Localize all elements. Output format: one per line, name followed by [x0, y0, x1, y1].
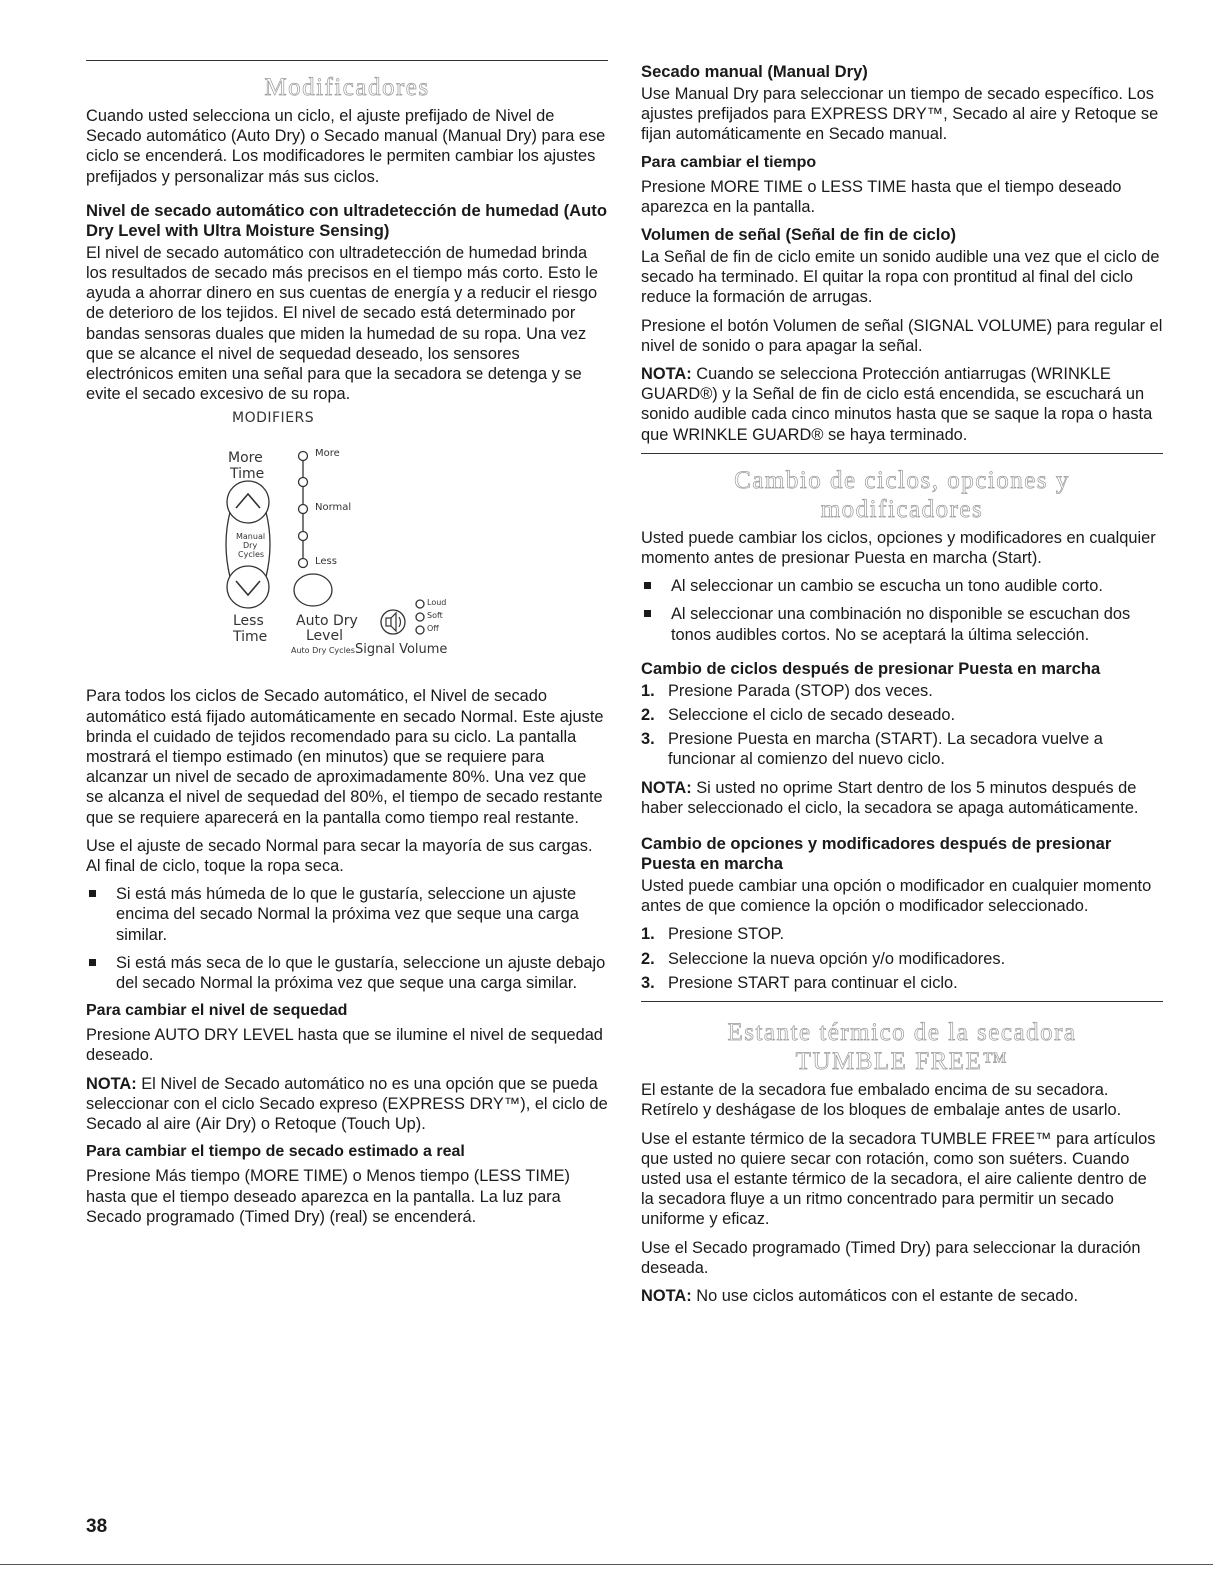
auto-dry-normal-paragraph: Para todos los ciclos de Secado automático, el Nivel de secado automático está fijado automáticamente en secado Normal. Este ajuste brinda el cuidado de tejidos recomendado para su ciclo. La pantalla mostrará el tiempo estimado (en minutos) que se requiere para alcanzar un nivel de secado de aproximadamente 80%. Una vez que se alcanza el nivel de sequedad del 80%, el tiempo de secado restante que se requiere aparecerá en la pantalla como tiempo real restante.	[86, 687, 604, 827]
modifiers-control-panel-illustration	[86, 410, 608, 676]
more-time-label-line1: More	[228, 450, 263, 467]
more-indicator-light	[299, 452, 308, 461]
list-item: 2. Seleccione el ciclo de secado deseado.	[641, 706, 956, 725]
note-wrinkle-guard	[641, 364, 1163, 445]
volume-off-label: Off	[427, 624, 439, 634]
change-options-body: Usted puede cambiar una opción o modificador en cualquier momento antes de que comience la opción o modificador seleccionado.	[641, 877, 1152, 916]
list-item: Al seleccionar una combinación no disponible se escuchan dos tonos audibles cortos. No se aceptará la última selección.	[641, 604, 1163, 644]
section-divider	[641, 453, 1163, 454]
dryness-tips-list	[86, 884, 608, 993]
panel-title: MODIFIERS	[232, 410, 315, 427]
manual-dry-label-line1: Manual	[236, 532, 266, 542]
normal-indicator-light	[299, 505, 308, 514]
signal-volume-body2: Presione el botón Volumen de señal (SIGNAL VOLUME) para regular el nivel de sonido o para apagar la señal.	[641, 316, 1163, 355]
page-number: 38	[86, 1516, 108, 1537]
speaker-icon	[386, 613, 401, 631]
left-column	[86, 60, 608, 1235]
change-tones-list	[641, 576, 1163, 645]
drying-rack-body1: El estante de la secadora fue embalado encima de su secadora. Retírelo y deshágase de los bloques de embalaje antes de usarlo.	[641, 1081, 1122, 1120]
auto-dry-cycles-label: Auto Dry Cycles	[291, 646, 355, 656]
list-item: 1. Presione Parada (STOP) dos veces.	[641, 681, 933, 700]
dry-less-label: Less	[315, 556, 337, 568]
change-intro: Usted puede cambiar los ciclos, opciones y modificadores en cualquier momento antes de presionar Puesta en marcha (Start).	[641, 528, 1156, 568]
more-time-label-line2: Time	[230, 466, 265, 483]
right-column	[641, 62, 1163, 1314]
change-time-heading: Para cambiar el tiempo	[641, 153, 817, 171]
down-arrow-icon	[236, 581, 260, 595]
manual-dry-label-line2: Dry	[243, 541, 258, 551]
note-label: NOTA:	[641, 365, 692, 384]
auto-dry-label-line1: Auto Dry	[296, 613, 358, 630]
section-divider	[641, 1001, 1163, 1002]
list-item: Si está más húmeda de lo que le gustaría, seleccione un ajuste encima del secado Normal la próxima vez que seque una carga similar.	[86, 884, 608, 945]
bracket-right	[266, 512, 270, 577]
note-text: No use ciclos automáticos con el estante de secado.	[696, 1286, 1079, 1305]
section-divider	[86, 60, 608, 61]
drying-rack-title-line2: TUMBLE FREE™	[795, 1048, 1009, 1076]
note-text: Cuando se selecciona Protección antiarrugas (WRINKLE GUARD®) y la Señal de fin de ciclo está encendida, se escuchará un sonido audible cada cinco minutos hasta que se saque la ropa o hasta que WRINKLE GUARD® se haya terminado.	[641, 365, 1153, 444]
dry-normal-label: Normal	[315, 502, 352, 514]
signal-volume-body1: La Señal de fin de ciclo emite un sonido audible una vez que el ciclo de secado ha terminado. El quitar la ropa con prontitud al final del ciclo reduce la formación de arrugas.	[641, 248, 1160, 307]
change-dryness-body: Presione AUTO DRY LEVEL hasta que se ilumine el nivel de sequedad deseado.	[86, 1026, 603, 1065]
change-cycles-steps	[641, 681, 1163, 770]
note-start-timeout	[641, 778, 1163, 818]
change-options-steps	[641, 924, 1163, 993]
change-dryness-heading: Para cambiar el nivel de sequedad	[86, 1002, 348, 1020]
change-section-title: Cambio de ciclos, opciones y modificadores	[734, 466, 1070, 523]
list-item: 2. Seleccione la nueva opción y/o modificadores.	[641, 949, 1006, 968]
drying-rack-body2: Use el estante térmico de la secadora TUMBLE FREE™ para artículos que usted no quiere secar con rotación, como son suéters. Cuando usted usa el estante térmico de la secadora, el aire caliente dentro de la secadora fluye a un ritmo concentrado para permitir un secado uniforme y eficaz.	[641, 1129, 1156, 1229]
less-time-label-line1: Less	[233, 613, 264, 630]
list-item: Al seleccionar un cambio se escucha un tono audible corto.	[641, 576, 1163, 596]
change-options-heading: Cambio de opciones y modificadores después de presionar Puesta en marcha	[641, 834, 1112, 874]
signal-volume-label: Signal Volume	[355, 642, 448, 658]
signal-volume-button-shape	[381, 610, 405, 634]
note-text: El Nivel de Secado automático no es una opción que se pueda seleccionar con el ciclo Secado expreso (EXPRESS DRY™), el ciclo de Secado al aire (Air Dry) o Retoque (Touch Up).	[86, 1074, 608, 1134]
more-time-button-shape	[227, 481, 269, 523]
list-item: 3. Presione START para continuar el ciclo.	[641, 973, 958, 992]
note-label: NOTA:	[86, 1074, 137, 1093]
manual-dry-label-line3: Cycles	[238, 550, 265, 560]
note-label: NOTA:	[641, 778, 692, 797]
volume-loud-label: Loud	[427, 598, 447, 608]
control-panel-drawing	[86, 414, 608, 676]
drying-rack-title	[641, 1018, 1163, 1076]
up-arrow-icon	[236, 494, 260, 508]
dry-more-label: More	[315, 448, 340, 460]
signal-volume-heading: Volumen de señal (Señal de fin de ciclo)	[641, 225, 957, 245]
list-item: 1. Presione STOP.	[641, 925, 785, 944]
change-estimated-time-heading: Para cambiar el tiempo de secado estimado a real	[86, 1143, 465, 1161]
note-auto-dry	[86, 1074, 608, 1135]
bottom-rule	[0, 1564, 1213, 1565]
note-label: NOTA:	[641, 1286, 692, 1305]
normal-setting-paragraph: Use el ajuste de secado Normal para secar la mayoría de sus cargas. Al final de ciclo, toque la ropa seca.	[86, 836, 593, 876]
manual-dry-body: Use Manual Dry para seleccionar un tiempo de secado específico. Los ajustes prefijados para EXPRESS DRY™, Secado al aire y Retoque se fijan automáticamente en Secado manual.	[641, 85, 1159, 144]
auto-dry-label-line2: Level	[306, 628, 343, 645]
change-cycles-heading: Cambio de ciclos después de presionar Puesta en marcha	[641, 658, 1101, 678]
modifiers-section-title: Modificadores	[264, 74, 430, 101]
change-time-body: Presione MORE TIME o LESS TIME hasta que el tiempo deseado aparezca en la pantalla.	[641, 177, 1122, 216]
less-time-button-shape	[227, 566, 269, 608]
auto-dry-level-button-shape	[294, 574, 332, 606]
list-item: Si está más seca de lo que le gustaría, seleccione un ajuste debajo del secado Normal la próxima vez que seque una carga similar.	[86, 953, 608, 993]
manual-dry-heading: Secado manual (Manual Dry)	[641, 62, 868, 81]
drying-rack-title-line1: Estante térmico de la secadora	[727, 1019, 1077, 1047]
auto-dry-body: El nivel de secado automático con ultradetección de humedad brinda los resultados de secado más precisos en el tiempo más corto. Esto le ayuda a ahorrar dinero en sus cuentas de energía y a reducir el riesgo de deterioro de los tejidos. El nivel de secado está determinado por bandas sensoras duales que miden la humedad de su ropa. Una vez que se alcance el nivel de sequedad deseado, los sensores electrónicos emiten una señal para que la secadora se detenga y se evite el secado excesivo de su ropa.	[86, 243, 598, 404]
drying-rack-body3: Use el Secado programado (Timed Dry) para seleccionar la duración deseada.	[641, 1238, 1141, 1277]
change-estimated-time-body: Presione Más tiempo (MORE TIME) o Menos tiempo (LESS TIME) hasta que el tiempo deseado aparezca en la pantalla. La luz para Secado programado (Timed Dry) (real) se encenderá.	[86, 1167, 570, 1226]
volume-soft-label: Soft	[427, 611, 443, 621]
less-time-label-line2: Time	[233, 629, 268, 646]
modifiers-intro: Cuando usted selecciona un ciclo, el ajuste prefijado de Nivel de Secado automático (Auto Dry) o Secado manual (Manual Dry) para ese ciclo se encenderá. Los modificadores le permiten cambiar los ajustes prefijados y personalizar más sus ciclos.	[86, 107, 606, 186]
bracket-left	[226, 512, 230, 577]
list-item: 3. Presione Puesta en marcha (START). La secadora vuelve a funcionar al comienzo del nuevo ciclo.	[641, 730, 1103, 769]
auto-dry-heading: Nivel de secado automático con ultradetección de humedad (Auto Dry Level with Ultra Moisture Sensing)	[86, 200, 607, 240]
less-indicator-light	[299, 559, 308, 568]
note-text: Si usted no oprime Start dentro de los 5 minutos después de haber seleccionado el ciclo, la secadora se apaga automáticamente.	[641, 778, 1139, 817]
note-drying-rack	[641, 1286, 1163, 1306]
